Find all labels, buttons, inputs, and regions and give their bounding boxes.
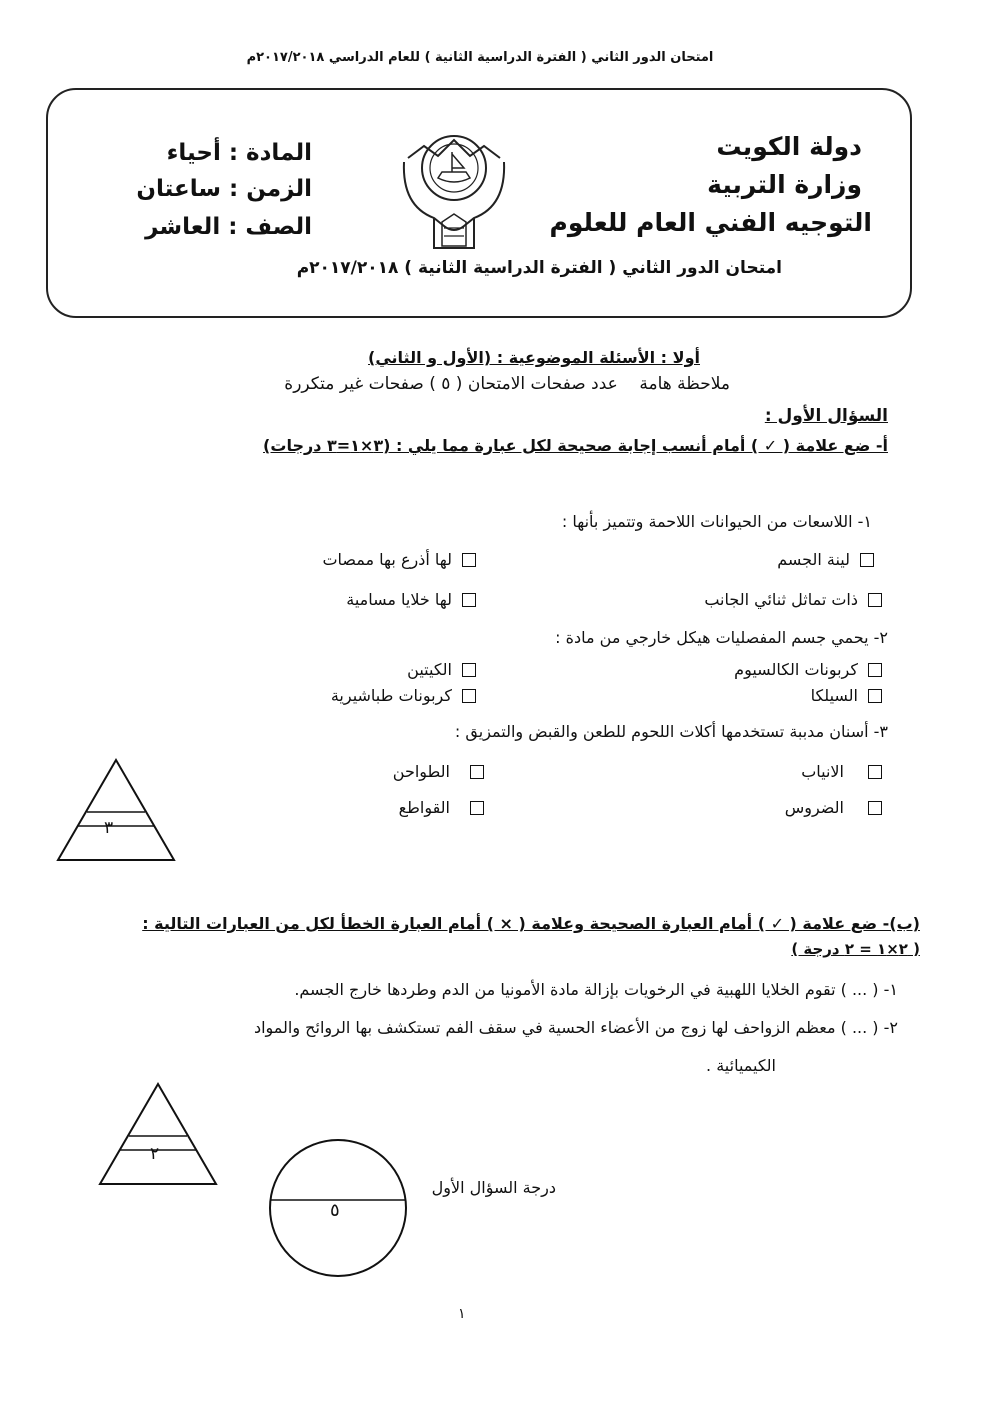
total-score-label: درجة السؤال الأول <box>431 1178 556 1197</box>
checkbox-icon[interactable] <box>462 553 476 567</box>
checkbox-icon[interactable] <box>868 801 882 815</box>
department-name: التوجيه الفني العام للعلوم <box>549 208 872 237</box>
page-number: ١ <box>458 1306 466 1322</box>
item-3-option-d[interactable]: القواطع <box>399 798 484 817</box>
score-a-value: ٣ <box>104 818 114 838</box>
part-b-marks: ( ٢×١ = ٢ درجة ) <box>791 940 920 958</box>
score-triangle-b <box>96 1080 220 1188</box>
checkbox-icon[interactable] <box>462 663 476 677</box>
statement-1: ١- ( ... ) تقوم الخلايا اللهبية في الرخويات بإزالة مادة الأمونيا من الدم وطردها خارج الجسم. <box>294 980 898 999</box>
note-label: ملاحظة هامة <box>639 374 730 394</box>
item-3-option-b[interactable]: الطواحن <box>393 762 484 781</box>
part-a-instruction: أ- ضع علامة ( ✓ ) أمام أنسب إجابة صحيحة لكل عبارة مما يلي : (٣×١=٣ درجات) <box>263 436 888 455</box>
item-2-option-d[interactable]: كربونات طباشيرية <box>331 686 476 705</box>
score-b-value: ٢ <box>150 1144 160 1164</box>
checkbox-icon[interactable] <box>868 689 882 703</box>
checkbox-icon[interactable] <box>860 553 874 567</box>
checkbox-icon[interactable] <box>868 765 882 779</box>
part-b-instruction: (ب)- ضع علامة ( ✓ ) أمام العبارة الصحيحة وعلامة ( × ) أمام العبارة الخطأ لكل من العبارات التالية : <box>142 914 920 933</box>
statement-2-continued: الكيميائية . <box>706 1056 776 1075</box>
ministry-name: وزارة التربية <box>707 170 862 199</box>
checkbox-icon[interactable] <box>462 689 476 703</box>
item-3-option-c[interactable]: الضروس <box>785 798 882 817</box>
checkbox-icon[interactable] <box>470 801 484 815</box>
total-score-value: ٥ <box>330 1200 340 1221</box>
item-1-option-a[interactable]: لينة الجسم <box>777 550 874 569</box>
grade-label: الصف : العاشر <box>145 214 312 240</box>
item-2-option-a[interactable]: كربونات الكالسيوم <box>734 660 882 679</box>
kuwait-emblem-icon <box>394 106 514 254</box>
item-1-option-c[interactable]: ذات تماثل ثنائي الجانب <box>704 590 882 609</box>
score-triangle-a <box>54 756 178 864</box>
question-1-title: السؤال الأول : <box>764 406 888 426</box>
checkbox-icon[interactable] <box>868 663 882 677</box>
item-1-option-b[interactable]: لها أذرع بها ممصات <box>322 550 476 569</box>
note-text: عدد صفحات الامتحان ( ٥ ) صفحات غير متكررة <box>284 374 618 394</box>
item-3-option-a[interactable]: الانياب <box>801 762 882 781</box>
checkbox-icon[interactable] <box>462 593 476 607</box>
item-1-option-d[interactable]: لها خلايا مسامية <box>346 590 476 609</box>
item-3-stem: ٣- أسنان مدببة تستخدمها أكلات اللحوم للطعن والقبض والتمزيق : <box>454 722 888 741</box>
time-label: الزمن : ساعتان <box>136 176 312 202</box>
important-note <box>284 374 730 394</box>
item-2-option-b[interactable]: الكيتين <box>407 660 476 679</box>
checkbox-icon[interactable] <box>470 765 484 779</box>
item-2-option-c[interactable]: السيلكا <box>811 686 882 705</box>
country-name: دولة الكويت <box>716 132 862 161</box>
exam-header-line: امتحان الدور الثاني ( الفترة الدراسية الثانية ) للعام الدراسي ٢٠١٧/٢٠١٨م <box>246 50 714 65</box>
item-2-stem: ٢- يحمي جسم المفصليات هيكل خارجي من مادة : <box>555 628 888 647</box>
subject-label: المادة : أحياء <box>166 140 312 166</box>
exam-title: امتحان الدور الثاني ( الفترة الدراسية الثانية ) ٢٠١٧/٢٠١٨م <box>296 258 782 278</box>
statement-2: ٢- ( ... ) معظم الزواحف لها زوج من الأعضاء الحسية في سقف الفم تستكشف بها الروائح والمواد <box>253 1018 898 1037</box>
section-title: أولا : الأسئلة الموضوعية : (الأول و الثاني) <box>368 348 700 367</box>
item-1-stem: ١- اللاسعات من الحيوانات اللاحمة وتتميز بأنها : <box>561 512 872 531</box>
checkbox-icon[interactable] <box>868 593 882 607</box>
